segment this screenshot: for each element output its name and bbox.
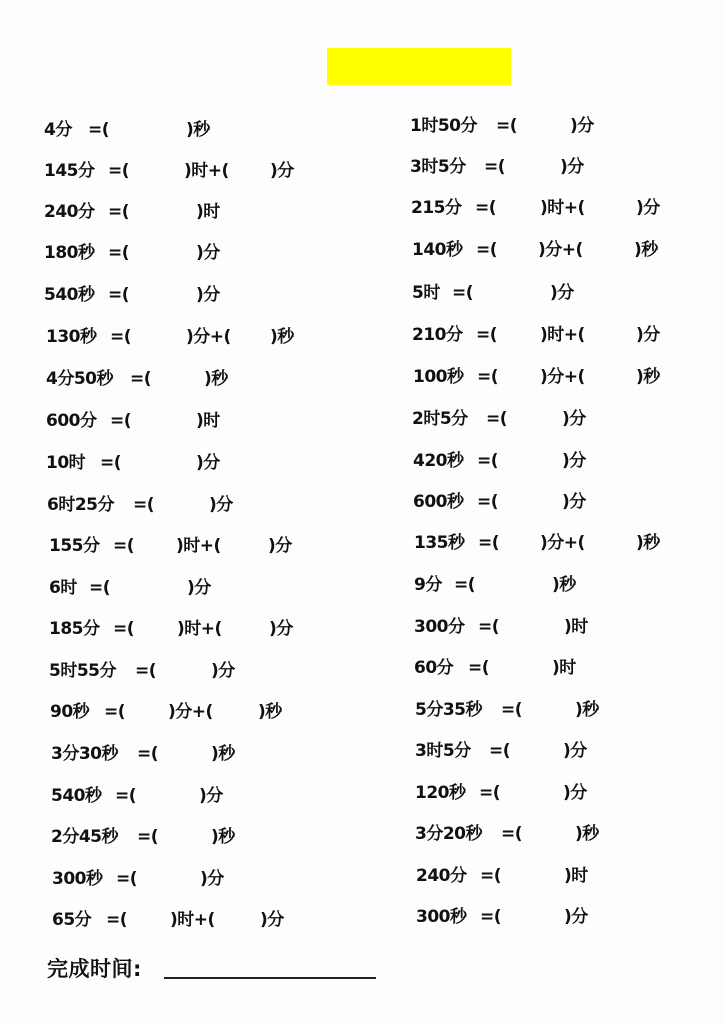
answer-blank[interactable] (223, 617, 267, 641)
question: 240分 (416, 866, 467, 886)
answer-blank[interactable] (521, 698, 573, 722)
answer-blank[interactable] (498, 531, 538, 555)
unit-close: )秒 (270, 327, 294, 347)
answer-blank[interactable] (586, 196, 634, 220)
unit-close: )秒 (258, 702, 282, 722)
unit-close: )分 (550, 283, 574, 303)
question: 3时5分 (410, 157, 466, 177)
unit-close: )时+( (177, 619, 222, 639)
unit-close: )分+( (538, 240, 583, 260)
answer-blank[interactable] (488, 656, 550, 680)
equals-open: =( (452, 283, 474, 303)
answer-blank[interactable] (222, 534, 266, 558)
unit-close: )分 (562, 451, 586, 471)
equals-open: =( (479, 783, 501, 803)
answer-blank[interactable] (509, 739, 561, 763)
question: 540秒 (44, 285, 95, 305)
answer-blank[interactable] (495, 196, 537, 220)
equals-open: =( (478, 533, 500, 553)
answer-blank[interactable] (128, 283, 194, 307)
question: 3分20秒 (415, 824, 482, 844)
unit-close: )秒 (211, 827, 235, 847)
equals-open: =( (478, 617, 500, 637)
equals-open: =( (477, 492, 499, 512)
answer-blank[interactable] (126, 908, 168, 932)
answer-blank[interactable] (124, 700, 166, 724)
equals-open: =( (501, 824, 523, 844)
title-highlight-box (327, 48, 511, 85)
question: 600分 (46, 411, 97, 431)
unit-close: )时 (552, 658, 576, 678)
question: 90秒 (50, 702, 90, 722)
unit-close: )分 (636, 198, 660, 218)
question: 1时50分 (410, 116, 477, 136)
equals-open: =( (113, 619, 135, 639)
unit-close: )时 (564, 617, 588, 637)
answer-blank[interactable] (128, 200, 194, 224)
equals-open: =( (476, 325, 498, 345)
unit-close: )分 (570, 116, 594, 136)
answer-blank[interactable] (157, 825, 209, 849)
equals-open: =( (115, 786, 137, 806)
unit-close: )分+( (540, 367, 585, 387)
equals-open: =( (113, 536, 135, 556)
equals-open: =( (108, 243, 130, 263)
unit-close: )时 (196, 202, 220, 222)
question: 4分 (44, 120, 72, 140)
question: 5时 (412, 283, 440, 303)
equals-open: =( (480, 907, 502, 927)
unit-close: )秒 (186, 120, 210, 140)
answer-blank[interactable] (128, 241, 194, 265)
unit-close: )分 (563, 783, 587, 803)
answer-blank[interactable] (506, 407, 560, 431)
equals-open: =( (454, 575, 476, 595)
equals-open: =( (137, 744, 159, 764)
unit-close: )时+( (176, 536, 221, 556)
answer-blank[interactable] (521, 822, 573, 846)
unit-close: )秒 (204, 369, 228, 389)
question: 10时 (46, 453, 86, 473)
answer-blank[interactable] (150, 367, 202, 391)
answer-blank[interactable] (130, 409, 194, 433)
answer-blank[interactable] (232, 325, 270, 349)
unit-close: )分 (560, 157, 584, 177)
question: 145分 (44, 161, 95, 181)
unit-close: )时+( (540, 325, 585, 345)
question: 120秒 (415, 783, 466, 803)
answer-blank[interactable] (497, 365, 537, 389)
equals-open: =( (477, 451, 499, 471)
answer-blank[interactable] (496, 323, 538, 347)
unit-close: )分 (199, 786, 223, 806)
unit-close: )时 (564, 866, 588, 886)
equals-open: =( (89, 578, 111, 598)
unit-close: )时+( (184, 161, 229, 181)
completion-time-label: 完成时间: (47, 957, 142, 981)
unit-close: )时+( (170, 910, 215, 930)
question: 3分30秒 (51, 744, 118, 764)
answer-blank[interactable] (496, 238, 536, 262)
equals-open: =( (108, 202, 130, 222)
equals-open: =( (130, 369, 152, 389)
question: 5分35秒 (415, 700, 482, 720)
unit-close: )分 (187, 578, 211, 598)
unit-close: )秒 (575, 824, 599, 844)
unit-close: )分+( (540, 533, 585, 553)
unit-close: )分+( (186, 327, 231, 347)
question: 6时 (49, 578, 77, 598)
unit-close: )秒 (575, 700, 599, 720)
question: 4分50秒 (46, 369, 113, 389)
question: 6时25分 (47, 495, 114, 515)
equals-open: =( (476, 240, 498, 260)
equals-open: =( (486, 409, 508, 429)
answer-blank[interactable] (499, 781, 561, 805)
question: 540秒 (51, 786, 102, 806)
equals-open: =( (496, 116, 518, 136)
answer-blank[interactable] (128, 159, 182, 183)
question: 5时55分 (49, 661, 116, 681)
answer-blank[interactable] (135, 784, 197, 808)
answer-blank[interactable] (516, 114, 568, 138)
question: 140秒 (412, 240, 463, 260)
unit-close: )分 (196, 285, 220, 305)
equals-open: =( (489, 741, 511, 761)
unit-close: )时+( (540, 198, 585, 218)
answer-blank[interactable] (120, 451, 194, 475)
answer-blank[interactable] (214, 700, 256, 724)
question: 215分 (411, 198, 462, 218)
unit-close: )分 (196, 243, 220, 263)
equals-open: =( (475, 198, 497, 218)
question: 135秒 (414, 533, 465, 553)
unit-close: )秒 (636, 533, 660, 553)
equals-open: =( (110, 411, 132, 431)
equals-open: =( (133, 495, 155, 515)
answer-blank[interactable] (498, 615, 562, 639)
answer-blank[interactable] (586, 323, 634, 347)
question: 300秒 (416, 907, 467, 927)
unit-close: )分 (564, 907, 588, 927)
unit-close: )秒 (211, 744, 235, 764)
equals-open: =( (110, 327, 132, 347)
answer-blank[interactable] (155, 659, 209, 683)
answer-blank[interactable] (157, 742, 209, 766)
question: 180秒 (44, 243, 95, 263)
equals-open: =( (104, 702, 126, 722)
equals-open: =( (137, 827, 159, 847)
answer-blank[interactable] (133, 617, 175, 641)
unit-close: )分 (269, 619, 293, 639)
question: 240分 (44, 202, 95, 222)
answer-blank[interactable] (474, 573, 550, 597)
equals-open: =( (480, 866, 502, 886)
unit-close: )秒 (636, 367, 660, 387)
answer-blank[interactable] (153, 493, 207, 517)
equals-open: =( (106, 910, 128, 930)
question: 600秒 (413, 492, 464, 512)
unit-close: )时 (196, 411, 220, 431)
answer-blank[interactable] (504, 155, 558, 179)
answer-blank[interactable] (500, 905, 562, 929)
equals-open: =( (88, 120, 110, 140)
equals-open: =( (135, 661, 157, 681)
unit-close: )分 (209, 495, 233, 515)
question: 100秒 (413, 367, 464, 387)
answer-blank[interactable] (497, 449, 561, 473)
unit-close: )分 (636, 325, 660, 345)
equals-open: =( (477, 367, 499, 387)
equals-open: =( (100, 453, 122, 473)
question: 3时5分 (415, 741, 471, 761)
question: 130秒 (46, 327, 97, 347)
question: 300分 (414, 617, 465, 637)
answer-blank[interactable] (108, 118, 184, 142)
unit-close: )分 (562, 409, 586, 429)
answer-blank[interactable] (472, 281, 548, 305)
answer-blank[interactable] (586, 531, 634, 555)
answer-blank[interactable] (130, 325, 184, 349)
answer-blank[interactable] (136, 867, 198, 891)
question: 65分 (52, 910, 92, 930)
unit-close: )秒 (634, 240, 658, 260)
answer-blank[interactable] (109, 576, 185, 600)
unit-close: )分 (562, 492, 586, 512)
answer-blank[interactable] (500, 864, 562, 888)
question: 60分 (414, 658, 454, 678)
unit-close: )分 (270, 161, 294, 181)
equals-open: =( (108, 161, 130, 181)
question: 155分 (49, 536, 100, 556)
completion-time-field[interactable] (164, 977, 376, 979)
answer-blank[interactable] (584, 238, 632, 262)
equals-open: =( (501, 700, 523, 720)
equals-open: =( (468, 658, 490, 678)
answer-blank[interactable] (230, 159, 270, 183)
equals-open: =( (108, 285, 130, 305)
unit-close: )分 (268, 536, 292, 556)
unit-close: )分 (260, 910, 284, 930)
question: 2时5分 (412, 409, 468, 429)
question: 210分 (412, 325, 463, 345)
equals-open: =( (116, 869, 138, 889)
answer-blank[interactable] (133, 534, 175, 558)
unit-close: )秒 (552, 575, 576, 595)
question: 9分 (414, 575, 442, 595)
answer-blank[interactable] (497, 490, 561, 514)
answer-blank[interactable] (586, 365, 634, 389)
question: 300秒 (52, 869, 103, 889)
unit-close: )分 (563, 741, 587, 761)
answer-blank[interactable] (216, 908, 258, 932)
question: 185分 (49, 619, 100, 639)
unit-close: )分 (211, 661, 235, 681)
unit-close: )分+( (168, 702, 213, 722)
question: 2分45秒 (51, 827, 118, 847)
unit-close: )分 (200, 869, 224, 889)
unit-close: )分 (196, 453, 220, 473)
question: 420秒 (413, 451, 464, 471)
equals-open: =( (484, 157, 506, 177)
